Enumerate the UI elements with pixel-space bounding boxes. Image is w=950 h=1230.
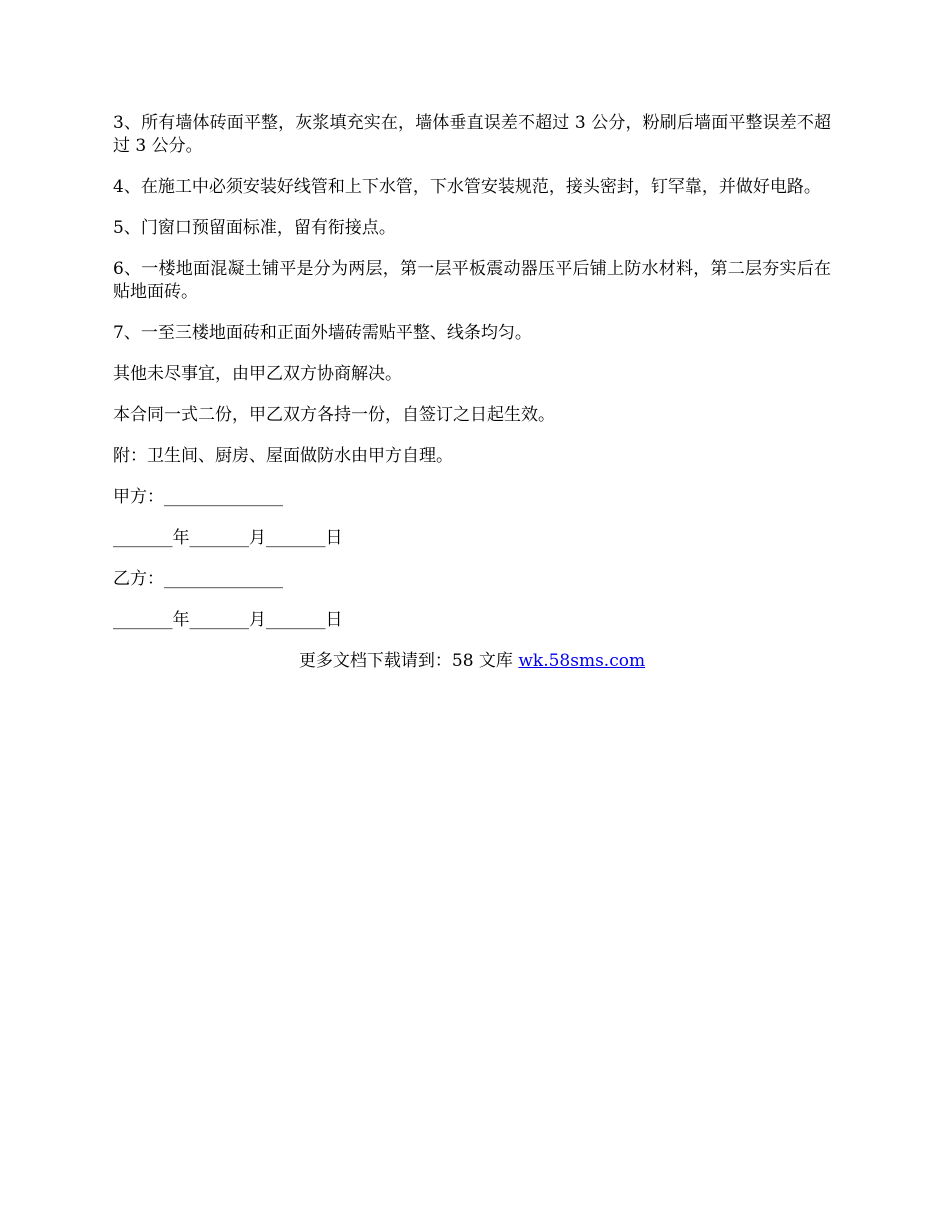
other-matters: 其他未尽事宜，由甲乙双方协商解决。 bbox=[113, 364, 402, 384]
appendix-note: 附：卫生间、厨房、屋面做防水由甲方自理。 bbox=[113, 446, 453, 466]
clause-6: 6、一楼地面混凝土铺平是分为两层，第一层平板震动器压平后铺上防水材料，第二层夯实后在贴地面砖。 bbox=[113, 259, 831, 302]
party-b-signature: 乙方：______________ bbox=[113, 569, 283, 589]
clause-5: 5、门窗口预留面标准，留有衔接点。 bbox=[113, 218, 396, 238]
party-b-date: _______年_______月_______日 bbox=[113, 610, 343, 630]
footer-link[interactable]: wk.58sms.com bbox=[518, 651, 646, 671]
party-a-date: _______年_______月_______日 bbox=[113, 528, 343, 548]
contract-copies: 本合同一式二份，甲乙双方各持一份，自签订之日起生效。 bbox=[113, 405, 555, 425]
party-a-signature: 甲方：______________ bbox=[113, 487, 283, 507]
clause-7: 7、一至三楼地面砖和正面外墙砖需贴平整、线条均匀。 bbox=[113, 323, 532, 343]
footer-text: 更多文档下载请到：58 文库 bbox=[298, 651, 519, 671]
clause-4: 4、在施工中必须安装好线管和上下水管，下水管安装规范，接头密封，钉罕靠，并做好电路。 bbox=[113, 177, 821, 197]
footer bbox=[113, 650, 831, 673]
clause-3: 3、所有墙体砖面平整，灰浆填充实在，墙体垂直误差不超过 3 公分，粉刷后墙面平整误差不超过 3 公分。 bbox=[113, 113, 831, 156]
document-body bbox=[113, 112, 831, 673]
